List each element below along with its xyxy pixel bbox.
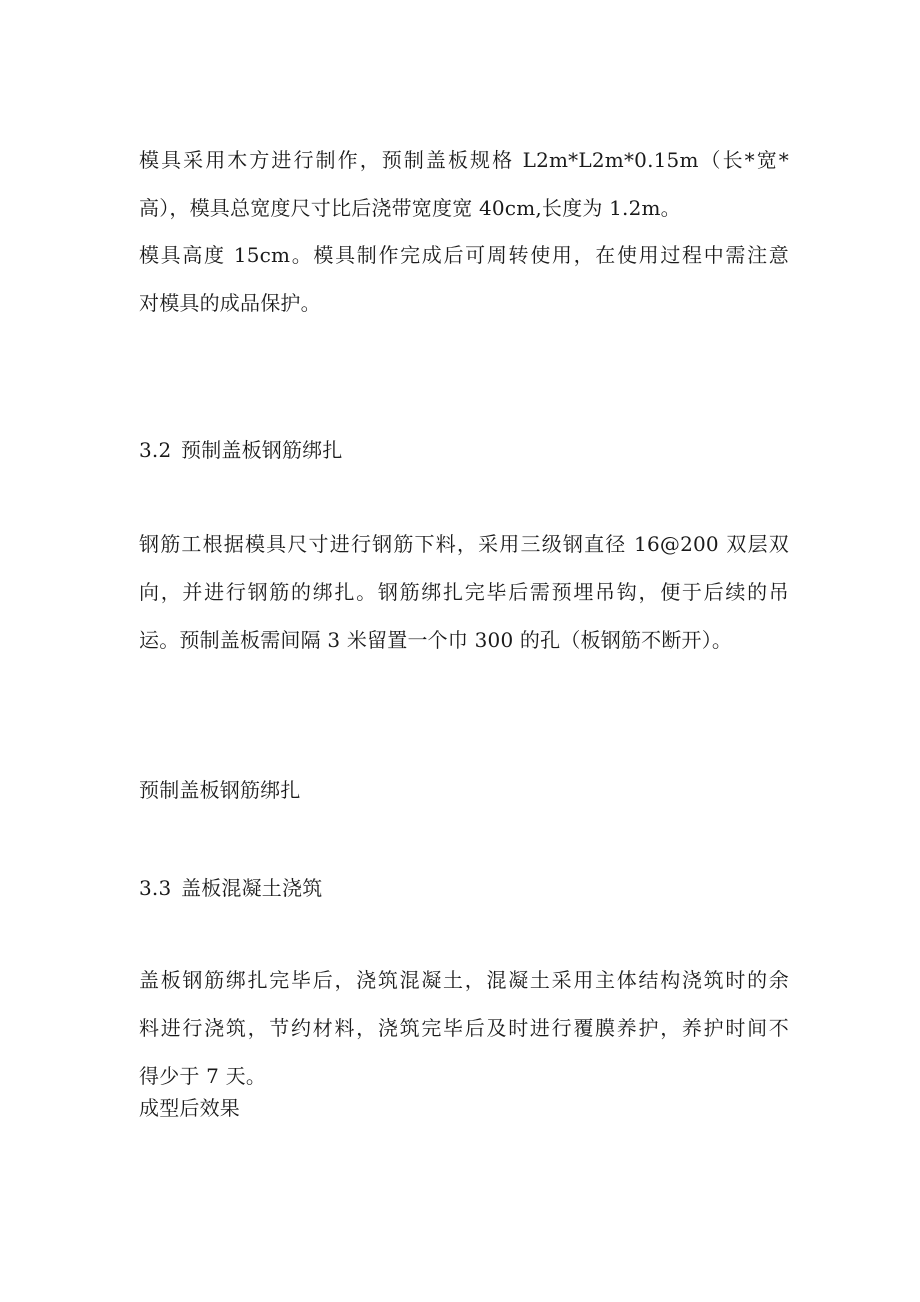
section-heading-3-3	[139, 876, 789, 900]
figure-caption-rebar: 预制盖板钢筋绑扎	[139, 778, 301, 802]
section-number: 3.2	[139, 438, 172, 462]
para3-line-1: 钢筋工根据模具尺寸进行钢筋下料，采用三级钢直径 16@200 双层双	[139, 532, 789, 556]
section-title: 预制盖板钢筋绑扎	[181, 438, 343, 462]
section-number: 3.3	[139, 876, 172, 900]
para4-line-2: 料进行浇筑，节约材料，浇筑完毕后及时进行覆膜养护，养护时间不	[139, 1016, 789, 1040]
figure-caption-result: 成型后效果	[139, 1096, 240, 1120]
section-heading-3-2	[139, 438, 789, 462]
para1-line-1: 模具采用木方进行制作，预制盖板规格 L2m*L2m*0.15m（长*宽*	[139, 148, 789, 172]
para2-line-1: 模具高度 15cm。模具制作完成后可周转使用，在使用过程中需注意	[139, 243, 789, 267]
section-title: 盖板混凝土浇筑	[181, 876, 323, 900]
para4-line-1: 盖板钢筋绑扎完毕后，浇筑混凝土，混凝土采用主体结构浇筑时的余	[139, 968, 789, 992]
para4-line-3: 得少于 7 天。	[139, 1064, 267, 1088]
para3-line-3: 运。预制盖板需间隔 3 米留置一个巾 300 的孔（板钢筋不断开）。	[139, 628, 733, 652]
para3-line-2: 向，并进行钢筋的绑扎。钢筋绑扎完毕后需预埋吊钩，便于后续的吊	[139, 580, 789, 604]
para2-line-2: 对模具的成品保护。	[139, 291, 321, 315]
para1-line-2: 高），模具总宽度尺寸比后浇带宽度宽 40cm,长度为 1.2m。	[139, 196, 681, 220]
